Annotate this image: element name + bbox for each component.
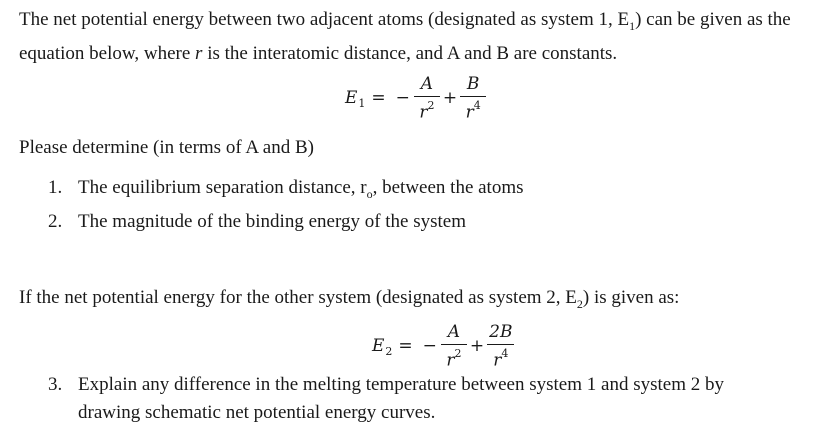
intro-paragraph bbox=[19, 6, 819, 68]
e2-symbol: E bbox=[372, 336, 385, 357]
intro-text-3: is the interatomic distance, and A and B are constants. bbox=[202, 42, 618, 64]
e1-frac-a-denominator bbox=[419, 97, 434, 123]
prompt-text: Please determine (in terms of A and B) bbox=[19, 137, 314, 158]
system2-paragraph bbox=[19, 284, 819, 318]
question-3-number: 3. bbox=[48, 374, 63, 395]
e1-plus: + bbox=[442, 88, 458, 109]
question-2-text: The magnitude of the binding energy of the system bbox=[78, 210, 467, 232]
intro-text-1: The net potential energy between two adjacent atoms (designated as system 1, E bbox=[19, 9, 630, 30]
e1-fraction-a bbox=[414, 74, 440, 123]
intro-variable-r: r bbox=[195, 42, 203, 64]
question-item-3 bbox=[48, 371, 778, 427]
e1-frac-a-exponent: 2 bbox=[427, 99, 435, 112]
e1-frac-a-numerator: A bbox=[414, 74, 440, 97]
e2-fraction-b bbox=[487, 322, 514, 371]
e2-subscript: 2 bbox=[385, 345, 393, 359]
question-1-subscript: o bbox=[366, 186, 373, 201]
e1-frac-a-r: r bbox=[419, 102, 428, 123]
question-1-text bbox=[78, 174, 798, 208]
e2-frac-b-r: r bbox=[493, 350, 502, 371]
e2-equals: = bbox=[398, 336, 413, 357]
e1-frac-b-numerator: B bbox=[460, 74, 486, 97]
question-2-number: 2. bbox=[48, 210, 63, 232]
e2-frac-a-exponent: 2 bbox=[454, 347, 462, 360]
intro-subscript: 1 bbox=[629, 18, 636, 33]
e1-frac-b-exponent: 4 bbox=[473, 99, 481, 112]
e2-frac-b-denominator bbox=[493, 345, 508, 371]
e2-frac-b-exponent: 4 bbox=[501, 347, 509, 360]
question-3-text: Explain any difference in the melting temperature between system 1 and system 2 by drawing schematic net potential energy curves. bbox=[78, 374, 724, 423]
e2-plus: + bbox=[469, 336, 485, 357]
system2-subscript: 2 bbox=[576, 296, 583, 311]
question-list bbox=[48, 174, 798, 236]
e2-minus: − bbox=[422, 336, 437, 357]
e1-symbol: E bbox=[345, 88, 358, 109]
equation-e2-lhs bbox=[372, 336, 393, 359]
e1-minus: − bbox=[395, 88, 410, 109]
system2-text-1: If the net potential energy for the other system (designated as system 2, E bbox=[19, 287, 577, 308]
e2-frac-a-denominator bbox=[446, 345, 461, 371]
question-1-text-b: , between the atoms bbox=[372, 177, 524, 198]
e1-fraction-b bbox=[460, 74, 486, 123]
question-1-number: 1. bbox=[48, 177, 63, 198]
equation-e1 bbox=[345, 74, 488, 123]
equation-e1-lhs bbox=[345, 88, 366, 111]
system2-text-2: ) is given as: bbox=[582, 287, 680, 308]
e1-frac-b-denominator bbox=[466, 97, 481, 123]
e2-frac-a-r: r bbox=[446, 350, 455, 371]
e2-frac-a-numerator: A bbox=[441, 322, 467, 345]
e2-frac-b-numerator: 2B bbox=[487, 322, 514, 345]
question-item-2 bbox=[48, 208, 798, 236]
e2-fraction-a bbox=[441, 322, 467, 371]
equation-e2 bbox=[372, 322, 516, 371]
question-item-1 bbox=[48, 174, 798, 208]
e1-subscript: 1 bbox=[358, 97, 366, 111]
e1-equals: = bbox=[371, 88, 386, 109]
e1-frac-b-r: r bbox=[465, 102, 474, 123]
question-list-2 bbox=[48, 371, 778, 427]
question-1-text-a: The equilibrium separation distance, r bbox=[78, 177, 367, 198]
intro-text-2: ) can be given as the equation below, where bbox=[19, 9, 791, 64]
